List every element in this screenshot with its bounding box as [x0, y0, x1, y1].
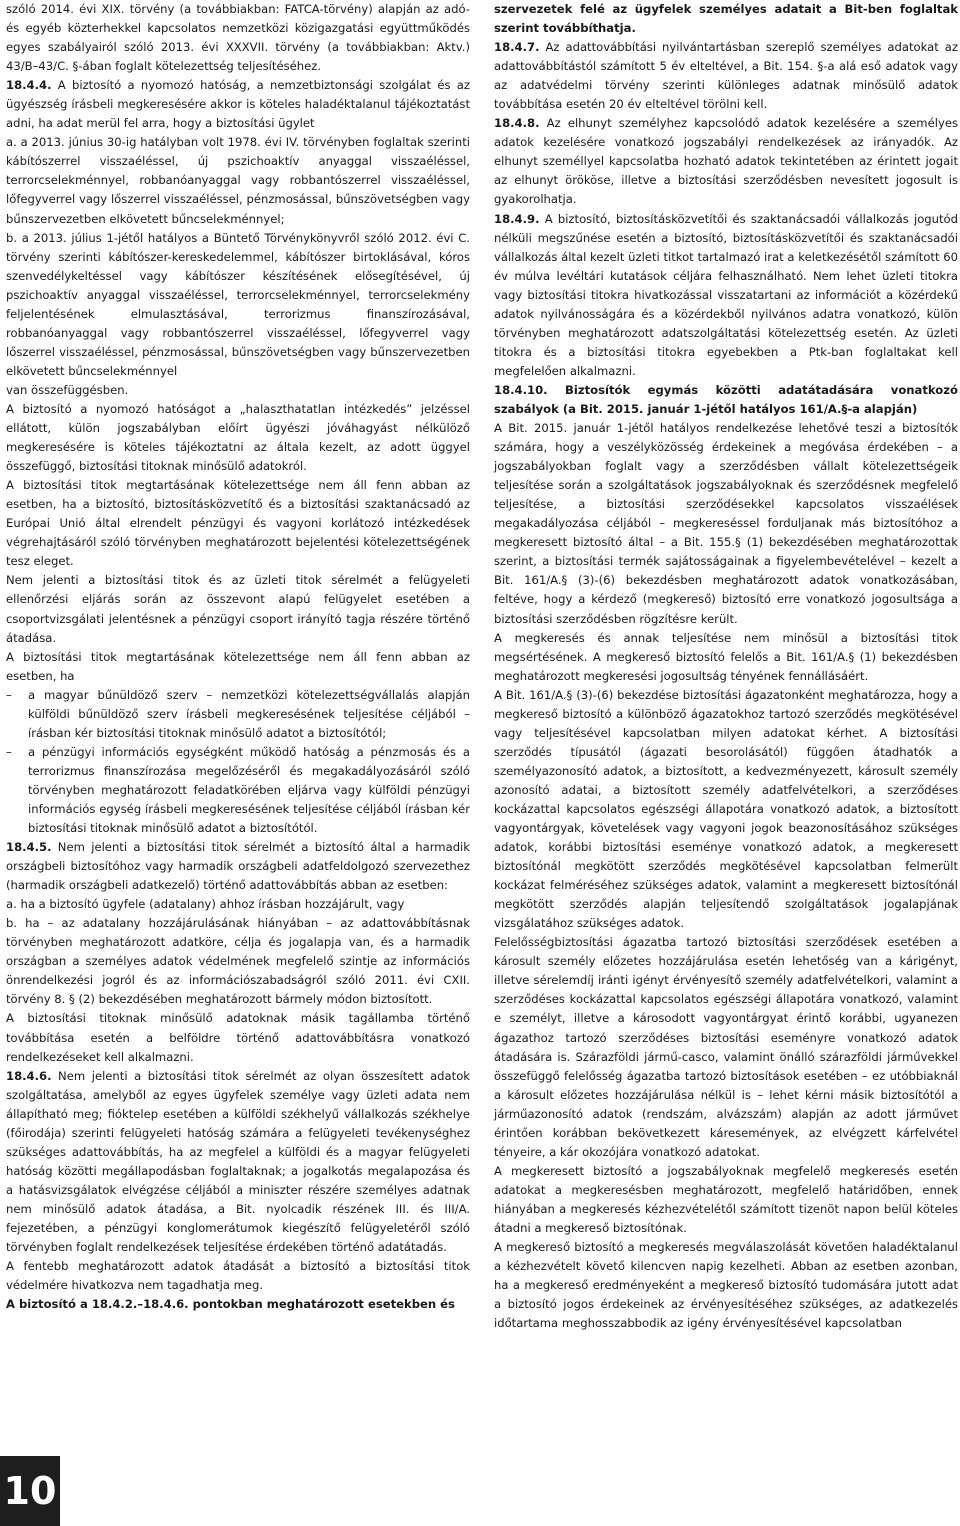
section-number: 18.4.5. [6, 840, 52, 855]
dash-marker: – [6, 687, 12, 702]
paragraph: A fentebb meghatározott adatok átadását a biztosító a biztosítási titok védelmére hivatkozva nem tagadhatja meg. [6, 1259, 470, 1293]
paragraph: A Bit. 161/A.§ (3)-(6) bekezdése biztosítási ágazatonként meghatározza, hogy a megkereső biztosító a különböző ágazatokhoz tartozó szerződés megkötésével vagy teljesítésével kapcsolatban milyen adatokat kérhet. A biztosítási szerződés típusától (ágazati besorolásától) függően átadhatók a személyazonosító adatok, a biztosított, a kedvezményezett, károsult személy azonosító adatai, a biztosított személy adatfelvételkori, a szerződéses kockázattal kapcsolatos egészségi állapotára vonatkozó adatok, a biztosított vagyontárgyak, követelések vagy vagyoni jogok beazonosításához szükséges adatok, korábbi biztosítási eseménye vonatkozó adatok, a megkeresett biztosítónál megkötött szerződés megkötésével kapcsolatban felmerült kockázat felméréséhez szükséges adatok, valamint a megkeresett biztosítónál megkötött szerződés alapján teljesítendő szolgáltatások jogalapjának vizsgálatához szükséges adatok. [494, 687, 958, 931]
section-number: 18.4.7. [494, 40, 540, 55]
page-number: 10 [0, 1456, 60, 1526]
paragraph-18-4-9: 18.4.9. A biztosító, biztosításközvetítői és szaktanácsadói vállalkozás jogutód nélküli megszűnése esetén a biztosító, biztosításközvetítői és szaktanácsadói vállalkozás által kezelt üzleti titkot tartalmazó irat a keletkezésétől számított 60 év múlva levéltári kutatások céljára felhasználható. Nem lehet üzleti titokra vagy biztosítási titokra hivatkozással visszatartani az információt a közérdekű adatok nyilvánosságára és a közérdekből nyilvános adatra vonatkozó, külön törvényben meghatározott adatszolgáltatási kötelezettség esetén. Az üzleti titokra és a biztosítási titokra egyebekben a Ptk-ban foglaltakat kell megfelelően alkalmazni. [494, 211, 958, 378]
paragraph: A megkeresés és annak teljesítése nem minősül a biztosítási titok megsértésének. A megkereső biztosító felelős a Bit. 161/A.§ (1) bekezdésben meghatározott megkeresési jogosultság tényének fennállásáért. [494, 630, 958, 683]
paragraph-18-4-7: 18.4.7. Az adattovábbítási nyilvántartásban szereplő személyes adatokat az adattovábbítástól számított 5 év elteltével, a Bit. 154. §-a alá eső adatok vagy az adatvédelmi törvény szerinti különleges adatnak minősülő adatok továbbítása esetén 20 év elteltével törölni kell. [494, 40, 958, 112]
section-number: 18.4.6. [6, 1068, 52, 1083]
paragraph-18-4-5: 18.4.5. Nem jelenti a biztosítási titok sérelmét a biztosító által a harmadik országbeli biztosítóhoz vagy harmadik országbeli adatfeldolgozó szervezethez (harmadik országbeli adatkezelő) történő adattovábbítás abban az esetben: [6, 840, 470, 893]
paragraph: A megkeresett biztosító a jogszabályoknak megfelelő megkeresés esetén adatokat a megkeresésben meghatározott, megfelelő határidőben, ennek hiányában a megkeresés kézhezvételétől számított tizenöt napon belül köteles átadni a megkereső biztosítónak. [494, 1163, 958, 1235]
left-column [6, 0, 470, 1314]
paragraph: Nem jelenti a biztosítási titok és az üzleti titok sérelmét a felügyeleti ellenőrzési eljárás során az összevont alapú felügyelet esetében a csoportvizsgálati jelentésnek a pénzügyi csoport irányító tagja részére történő átadása. [6, 573, 470, 645]
section-number: 18.4.8. [494, 116, 540, 131]
paragraph: A biztosító a nyomozó hatóságot a „halaszthatatlan intézkedés” jelzéssel ellátott, külön jogszabályban előírt ügyészi jóváhagyást nélkülöző megkeresésére is köteles tájékoztatni az általa kezelt, az adott üggyel összefüggő, biztosítási titoknak minősülő adatokról. [6, 401, 470, 474]
paragraph-18-4-4: 18.4.4. A biztosító a nyomozó hatóság, a nemzetbiztonsági szolgálat és az ügyészség írásbeli megkeresésére akkor is köteles haladéktalanul tájékoztatást adni, ha adat merül fel arra, hogy a biztosítási ügylet [6, 78, 470, 131]
paragraph: A biztosítási titok megtartásának kötelezettsége nem áll fenn abban az esetben, ha [6, 649, 470, 683]
paragraph: szóló 2014. évi XIX. törvény (a továbbiakban: FATCA-törvény) alapján az adó- és egyéb közterhekkel kapcsolatos nemzetközi közigazgatási együttműködés egyes szabályairól szóló 2013. évi XXXVII. törvény (a továbbiakban: Aktv.) 43/B–43/C. §-ában foglalt kötelezettség teljesítéséhez. [6, 2, 470, 74]
list-item-a: a. ha a biztosító ügyfele (adatalany) ahhoz írásban hozzájárult, vagy [6, 897, 405, 912]
bold-paragraph: szervezetek felé az ügyfelek személyes adatait a Bit-ben foglaltak szerint továbbíthatja. [494, 2, 958, 36]
section-number: 18.4.9. [494, 211, 540, 226]
paragraph: van összefüggésben. [6, 382, 129, 397]
dash-item-text: a magyar bűnüldöző szerv – nemzetközi kötelezettségvállalás alapján külföldi bűnüldöző szerv írásbeli megkeresésének teljesítése céljából – írásban kér biztosítási titoknak minősülő adatot a biztosítótól; [28, 687, 470, 740]
paragraph: A biztosítási titok megtartásának kötelezettsége nem áll fenn abban az esetben, ha a biztosító, biztosításközvetítő és a biztosítási szaktanácsadó az Európai Unió által elrendelt pénzügyi és vagyoni korlátozó intézkedések végrehajtásáról szóló törvényben meghatározott bejelentési kötelezettségének tesz eleget. [6, 478, 470, 569]
section-heading-18-4-10: 18.4.10. Biztosítók egymás közötti adatátadására vonatkozó szabályok (a Bit. 2015. január 1-jétől hatályos 161/A.§-a alapján) [494, 382, 958, 416]
dash-marker: – [6, 744, 12, 759]
section-number: 18.4.4. [6, 78, 52, 93]
bold-paragraph: A biztosító a 18.4.2.–18.4.6. pontokban meghatározott esetekben és [6, 1297, 455, 1312]
list-item-a: a. a 2013. június 30-ig hatályban volt 1978. évi IV. törvényben foglaltak szerinti kábítószerrel visszaéléssel, új pszichoaktív anyaggal visszaéléssel, terrorcselekménnyel, robbanóanyaggal vagy robbantószerrel visszaéléssel, lőfegyverrel vagy lőszerrel visszaéléssel, pénzmosással, bűnszövetségben vagy bűnszervezetben elkövetett bűncselekménnyel; [6, 135, 470, 226]
paragraph: Felelősségbiztosítási ágazatba tartozó biztosítási szerződések esetében a károsult személy előzetes hozzájárulása esetén lehetőség van a kárigényt, illetve sérelemdíj iránti igényt érvényesítő személy adatfelvételkori, valamint a szerződéses kockázattal kapcsolatos egészségi állapotára vonatkozó, valamint e személyt, illetve a károsodott vagyontárgyat érintő korábbi, ugyanezen ágazathoz tartozó szerződéses biztosítási eseményre vonatkozó adatok átadására is. Szárazföldi jármű-casco, valamint önálló szárazföldi járművekkel összefüggő felelősség ágazatba tartozó biztosítások esetében – ez utóbbiaknál a károsult előzetes hozzájárulása nélkül is – lehet kérni másik biztosítótól a járműazonosító adatok (rendszám, alvázszám) alapján az adott járművet érintően korábban bekövetkezett káresemények, az elvégzett kárfelvétel tényeire, a kár okozójára vonatkozó adatokat. [494, 935, 958, 1159]
paragraph: A Bit. 2015. január 1-jétől hatályos rendelkezése lehetővé teszi a biztosítók számára, hogy a veszélyközösség érdekeinek a megóvása érdekében – a jogszabályokban foglalt vagy a szerződésben vállalt kötelezettségeik teljesítése során a szolgáltatások jogszabályoknak és szerződésnek megfelelő teljesítése, a biztosítási szerződésekkel kapcsolatos visszaélések megakadályozása céljából – megkereséssel forduljanak más biztosítóhoz a megkeresett biztosító által – a Bit. 155.§ (1) bekezdésében meghatározottak szerint, a biztosítási termék sajátosságainak a figyelembevételével – kezelt a Bit. 161/A.§ (3)-(6) bekezdésben meghatározott adatok vonatkozásában, feltéve, hogy a kérdező (megkereső) biztosító erre vonatkozó jogosultsága a biztosítási szerződésben rögzítésre került. [494, 421, 958, 626]
paragraph: A megkereső biztosító a megkeresés megválaszolását követően haladéktalanul a kézhezvételt követő kilencven napig kezelheti. Abban az esetben azonban, ha a megkereső eredményeként a megkereső biztosító tudomására jutott adat a biztosító jogos érdekeinek az érvényesítéséhez szükséges, az adatkezelés időtartama meghosszabbodik az igény érvényesítésével kapcsolatban [494, 1240, 958, 1331]
right-column [494, 0, 958, 1333]
dash-item-text: a pénzügyi információs egységként működő hatóság a pénzmosás és a terrorizmus finanszírozása megelőzéséről és megakadályozásáról szóló törvényben meghatározott feladatkörében eljárva vagy külföldi pénzügyi információs egység írásbeli megkeresésének teljesítése céljából írásban kér biztosítási titoknak minősülő adatot a biztosítótól. [28, 744, 470, 836]
list-item-b: b. ha – az adatalany hozzájárulásának hiányában – az adattovábbításnak törvényben meghatározott adatköre, célja és jogalapja van, és a harmadik országban a személyes adatok védelmének megfelelő szintje az információs önrendelkezési jogról és az információszabadságról szóló 2011. évi CXII. törvény 8. § (2) bekezdésében meghatározott bármely módon biztosított. [6, 916, 470, 1007]
dash-list-item [6, 686, 470, 743]
dash-list-item [6, 743, 470, 838]
paragraph-18-4-8: 18.4.8. Az elhunyt személyhez kapcsolódó adatok kezelésére a személyes adatok kezelésére vonatkozó jogszabályi rendelkezések az irányadók. Az elhunyt személlyel kapcsolatba hozható adatok tekintetében az érintett jogait az elhunyt örököse, illetve a biztosítási szerződésben nevesített jogosult is gyakorolhatja. [494, 116, 958, 207]
paragraph-18-4-6: 18.4.6. Nem jelenti a biztosítási titok sérelmét az olyan összesített adatok szolgáltatása, amelyből az egyes ügyfelek személye vagy üzleti adata nem állapítható meg; fióktelep esetében a külföldi székhelyű vállalkozás székhelye (főirodája) szerinti felügyeleti hatóság számára a felügyeleti tevékenységhez szükséges adattovábbítás, ha az megfelel a külföldi és a magyar felügyeleti hatóság közötti megállapodásban foglaltaknak; a jogalkotás megalapozása és a hatásvizsgálatok elvégzése céljából a miniszter részére személyes adatnak nem minősülő adatok átadása, a Bit. nyolcadik részének III. és III/A. fejezetében, a pénzügyi konglomerátumok kiegészítő felügyeletéről szóló törvényben foglalt rendelkezések teljesítése érdekében történő adatátadás. [6, 1068, 470, 1255]
list-item-b: b. a 2013. július 1-jétől hatályos a Büntető Törvénykönyvről szóló 2012. évi C. törvény szerinti kábítószer-kereskedelemmel, kábítószer birtoklásával, kóros szenvedélykeltéssel vagy kábítószer készítésének elősegítésével, új pszichoaktív anyaggal visszaéléssel, terrorcselekménnyel, terrorcselekmény feljelentésének elmulasztásával, terrorizmus finanszírozásával, robbanóanyaggal vagy robbantószerrel visszaéléssel, lőfegyverrel vagy lőszerrel visszaéléssel, pénzmosással, bűnszövetségben vagy bűnszervezetben elkövetett bűncselekménnyel [6, 230, 470, 378]
paragraph: A biztosítási titoknak minősülő adatoknak másik tagállamba történő továbbítása esetén a belföldre történő adattovábbításra vonatkozó rendelkezéseket kell alkalmazni. [6, 1011, 470, 1064]
